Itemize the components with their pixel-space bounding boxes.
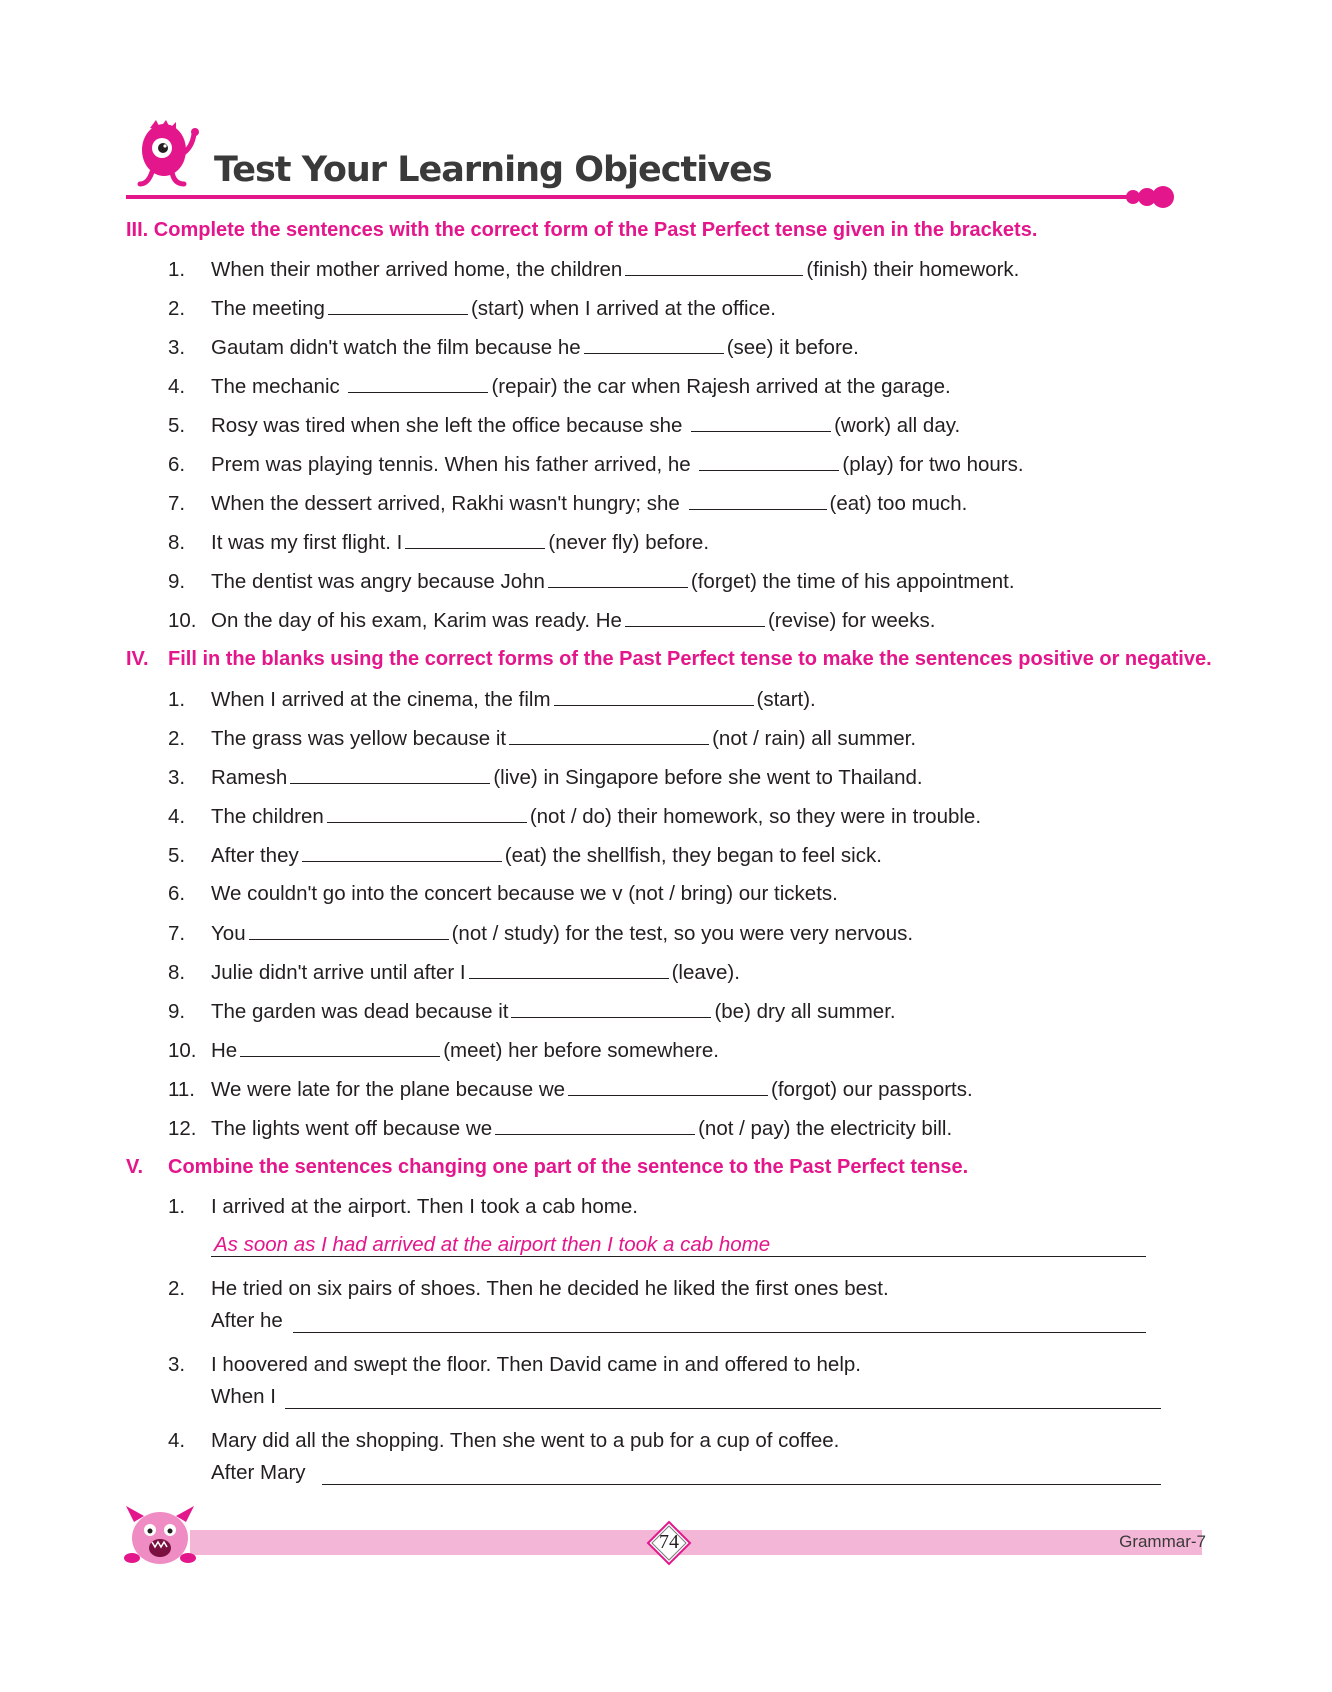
answer-blank[interactable]	[405, 530, 545, 549]
answer-blank[interactable]	[469, 960, 669, 979]
answer-blank[interactable]	[554, 687, 754, 706]
section-3-heading	[126, 219, 1037, 242]
answer-blank[interactable]	[509, 726, 709, 745]
section-5-text: Combine the sentences changing one part of the sentence to the Past Perfect tense.	[168, 1156, 969, 1178]
answer-blank[interactable]	[691, 413, 831, 432]
list-item: 4. The mechanic (repair) the car when Rajesh arrived at the garage.	[168, 375, 951, 398]
section-5-heading	[126, 1156, 968, 1179]
list-item: 1. When their mother arrived home, the children (finish) their homework.	[168, 258, 1020, 281]
answer-blank[interactable]	[511, 999, 711, 1018]
answer-blank[interactable]	[328, 296, 468, 315]
section-5-number: V.	[126, 1156, 144, 1178]
list-item: 4. The children (not / do) their homework, so they were in trouble.	[168, 805, 982, 828]
list-item: 9. The dentist was angry because John (forget) the time of his appointment.	[168, 570, 1015, 593]
list-item: 1. When I arrived at the cinema, the film (start).	[168, 688, 816, 711]
section-3-text: Complete the sentences with the correct form of the Past Perfect tense given in the brackets.	[153, 219, 1038, 241]
list-item: 2. The meeting (start) when I arrived at the office.	[168, 297, 776, 320]
answer-prompt: After Mary	[211, 1461, 306, 1484]
answer-line[interactable]	[211, 1255, 1146, 1257]
list-item: 2. The grass was yellow because it (not / rain) all summer.	[168, 727, 917, 750]
list-item: 11. We were late for the plane because we (forgot) our passports.	[168, 1078, 973, 1101]
answer-blank[interactable]	[568, 1077, 768, 1096]
list-item: 8. Julie didn't arrive until after I (leave).	[168, 961, 740, 984]
list-item: 5. Rosy was tired when she left the office because she (work) all day.	[168, 414, 961, 437]
list-item: 10. On the day of his exam, Karim was ready. He (revise) for weeks.	[168, 609, 936, 632]
list-item: 9. The garden was dead because it (be) dry all summer.	[168, 1000, 896, 1023]
answer-blank[interactable]	[290, 765, 490, 784]
answer-blank[interactable]	[689, 491, 827, 510]
footer-bar	[190, 1530, 1202, 1555]
answer-blank[interactable]	[240, 1038, 440, 1057]
answer-line[interactable]	[293, 1331, 1146, 1333]
list-item: 10. He (meet) her before somewhere.	[168, 1039, 719, 1062]
answer-blank[interactable]	[249, 921, 449, 940]
list-item: 8. It was my first flight. I (never fly) before.	[168, 531, 710, 554]
answer-blank[interactable]	[548, 569, 688, 588]
answer-blank[interactable]	[302, 843, 502, 862]
list-item: 7. When the dessert arrived, Rakhi wasn't hungry; she (eat) too much.	[168, 492, 968, 515]
header-dot-3	[1152, 186, 1174, 208]
answer-line[interactable]	[322, 1483, 1161, 1485]
answer-blank[interactable]	[327, 804, 527, 823]
answer-text: As soon as I had arrived at the airport then I took a cab home	[214, 1233, 771, 1256]
list-item: 12. The lights went off because we (not / pay) the electricity bill.	[168, 1117, 953, 1140]
section-3-number: III.	[126, 219, 149, 241]
section-4-heading	[126, 648, 1212, 671]
answer-prompt: After he	[211, 1309, 283, 1332]
list-item: 5. After they (eat) the shellfish, they began to feel sick.	[168, 844, 882, 867]
mascot-icon	[130, 120, 214, 190]
list-item: 7. You (not / study) for the test, so you were very nervous.	[168, 922, 914, 945]
answer-blank[interactable]	[348, 374, 488, 393]
answer-blank[interactable]	[625, 257, 803, 276]
list-item: 1. I arrived at the airport. Then I took a cab home.	[168, 1195, 638, 1218]
list-item: 6. We couldn't go into the concert because we v (not / bring) our tickets.	[168, 882, 838, 905]
list-item: 3. Ramesh (live) in Singapore before she went to Thailand.	[168, 766, 923, 789]
list-item: 3. Gautam didn't watch the film because he (see) it before.	[168, 336, 859, 359]
page-number: 74	[659, 1531, 679, 1553]
header-divider	[126, 195, 1166, 199]
answer-blank[interactable]	[495, 1116, 695, 1135]
answer-blank[interactable]	[625, 608, 765, 627]
book-title: Grammar-7	[1119, 1532, 1206, 1551]
list-item: 2. He tried on six pairs of shoes. Then he decided he liked the first ones best.	[168, 1277, 889, 1300]
answer-blank[interactable]	[584, 335, 724, 354]
answer-blank[interactable]	[699, 452, 839, 471]
page-title: Test Your Learning Objectives	[214, 150, 772, 190]
list-item: 6. Prem was playing tennis. When his father arrived, he (play) for two hours.	[168, 453, 1024, 476]
list-item: 3. I hoovered and swept the floor. Then David came in and offered to help.	[168, 1353, 861, 1376]
monster-icon	[120, 1500, 200, 1570]
list-item: 4. Mary did all the shopping. Then she went to a pub for a cup of coffee.	[168, 1429, 840, 1452]
answer-prompt: When I	[211, 1385, 276, 1408]
section-4-text: Fill in the blanks using the correct forms of the Past Perfect tense to make the sentences positive or negative.	[168, 648, 1212, 670]
section-4-number: IV.	[126, 648, 149, 670]
answer-line[interactable]	[285, 1407, 1161, 1409]
